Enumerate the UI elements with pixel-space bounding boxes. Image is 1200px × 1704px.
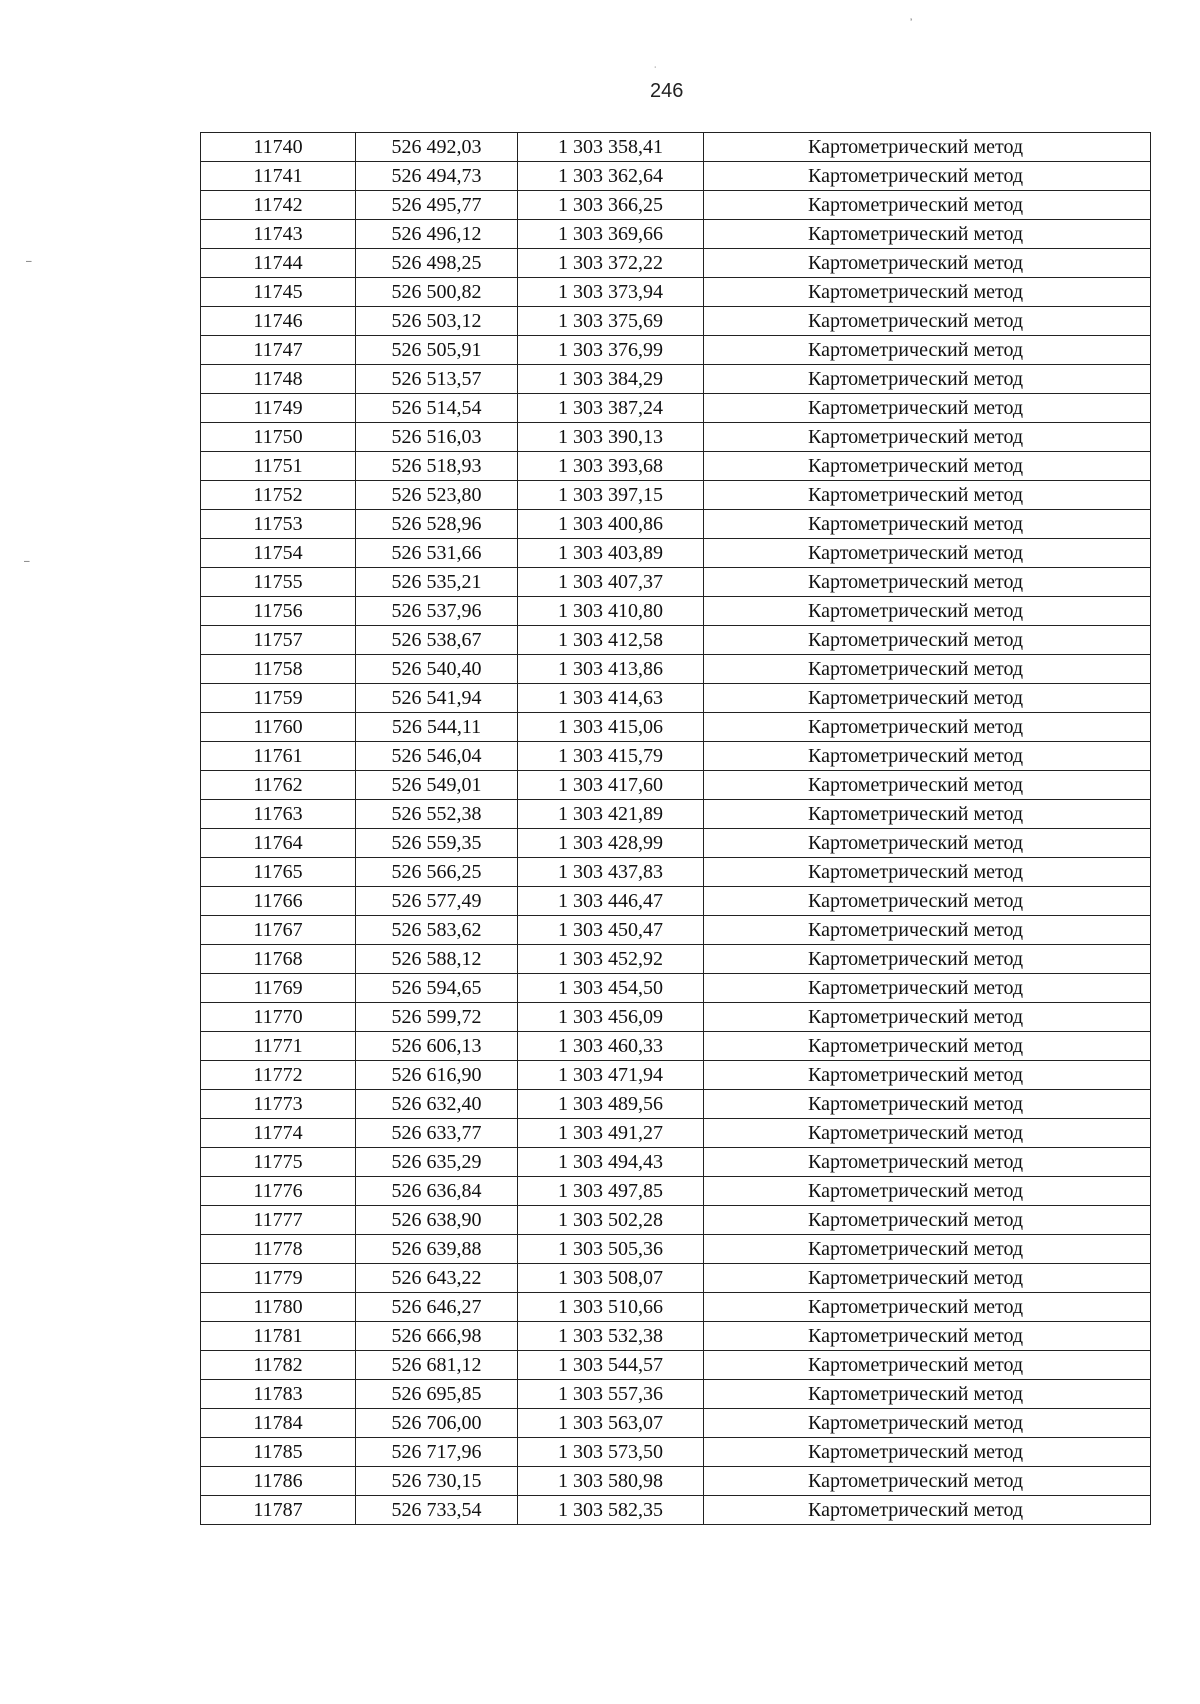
table-row: [201, 1090, 1151, 1119]
point-id-cell: 11753: [201, 510, 356, 539]
table-row: [201, 249, 1151, 278]
x-coordinate-cell: 526 681,12: [356, 1351, 518, 1380]
point-id-cell: 11781: [201, 1322, 356, 1351]
x-coordinate-cell: 526 549,01: [356, 771, 518, 800]
method-cell: Картометрический метод: [704, 858, 1151, 887]
table-row: [201, 1409, 1151, 1438]
method-cell: Картометрический метод: [704, 452, 1151, 481]
x-coordinate-cell: 526 535,21: [356, 568, 518, 597]
x-coordinate-cell: 526 498,25: [356, 249, 518, 278]
table-row: [201, 336, 1151, 365]
method-cell: Картометрический метод: [704, 1090, 1151, 1119]
x-coordinate-cell: 526 513,57: [356, 365, 518, 394]
point-id-cell: 11787: [201, 1496, 356, 1525]
table-row: [201, 1264, 1151, 1293]
table-row: [201, 1235, 1151, 1264]
y-coordinate-cell: 1 303 414,63: [518, 684, 704, 713]
x-coordinate-cell: 526 594,65: [356, 974, 518, 1003]
x-coordinate-cell: 526 639,88: [356, 1235, 518, 1264]
y-coordinate-cell: 1 303 362,64: [518, 162, 704, 191]
method-cell: Картометрический метод: [704, 829, 1151, 858]
page-number: 246: [650, 80, 684, 102]
point-id-cell: 11755: [201, 568, 356, 597]
point-id-cell: 11763: [201, 800, 356, 829]
point-id-cell: 11764: [201, 829, 356, 858]
method-cell: Картометрический метод: [704, 1409, 1151, 1438]
table-row: [201, 771, 1151, 800]
table-row: [201, 858, 1151, 887]
method-cell: Картометрический метод: [704, 249, 1151, 278]
y-coordinate-cell: 1 303 403,89: [518, 539, 704, 568]
table-row: [201, 829, 1151, 858]
point-id-cell: 11743: [201, 220, 356, 249]
y-coordinate-cell: 1 303 400,86: [518, 510, 704, 539]
table-row: [201, 365, 1151, 394]
y-coordinate-cell: 1 303 532,38: [518, 1322, 704, 1351]
method-cell: Картометрический метод: [704, 481, 1151, 510]
method-cell: Картометрический метод: [704, 133, 1151, 162]
x-coordinate-cell: 526 505,91: [356, 336, 518, 365]
x-coordinate-cell: 526 616,90: [356, 1061, 518, 1090]
table-row: [201, 423, 1151, 452]
method-cell: Картометрический метод: [704, 394, 1151, 423]
y-coordinate-cell: 1 303 407,37: [518, 568, 704, 597]
table-row: [201, 1061, 1151, 1090]
point-id-cell: 11756: [201, 597, 356, 626]
point-id-cell: 11786: [201, 1467, 356, 1496]
table-row: [201, 278, 1151, 307]
table-row: [201, 133, 1151, 162]
x-coordinate-cell: 526 523,80: [356, 481, 518, 510]
x-coordinate-cell: 526 552,38: [356, 800, 518, 829]
method-cell: Картометрический метод: [704, 771, 1151, 800]
y-coordinate-cell: 1 303 415,79: [518, 742, 704, 771]
x-coordinate-cell: 526 695,85: [356, 1380, 518, 1409]
y-coordinate-cell: 1 303 410,80: [518, 597, 704, 626]
point-id-cell: 11768: [201, 945, 356, 974]
y-coordinate-cell: 1 303 454,50: [518, 974, 704, 1003]
point-id-cell: 11762: [201, 771, 356, 800]
method-cell: Картометрический метод: [704, 742, 1151, 771]
method-cell: Картометрический метод: [704, 220, 1151, 249]
y-coordinate-cell: 1 303 450,47: [518, 916, 704, 945]
point-id-cell: 11760: [201, 713, 356, 742]
method-cell: Картометрический метод: [704, 1351, 1151, 1380]
x-coordinate-cell: 526 516,03: [356, 423, 518, 452]
method-cell: Картометрический метод: [704, 713, 1151, 742]
x-coordinate-cell: 526 518,93: [356, 452, 518, 481]
method-cell: Картометрический метод: [704, 1293, 1151, 1322]
x-coordinate-cell: 526 588,12: [356, 945, 518, 974]
table-row: [201, 974, 1151, 1003]
table-row: [201, 1467, 1151, 1496]
x-coordinate-cell: 526 492,03: [356, 133, 518, 162]
table-row: [201, 1032, 1151, 1061]
point-id-cell: 11759: [201, 684, 356, 713]
table-row: [201, 684, 1151, 713]
method-cell: Картометрический метод: [704, 1380, 1151, 1409]
y-coordinate-cell: 1 303 456,09: [518, 1003, 704, 1032]
method-cell: Картометрический метод: [704, 1148, 1151, 1177]
point-id-cell: 11766: [201, 887, 356, 916]
y-coordinate-cell: 1 303 421,89: [518, 800, 704, 829]
table-row: [201, 1148, 1151, 1177]
method-cell: Картометрический метод: [704, 1119, 1151, 1148]
method-cell: Картометрический метод: [704, 887, 1151, 916]
table-row: [201, 626, 1151, 655]
method-cell: Картометрический метод: [704, 510, 1151, 539]
y-coordinate-cell: 1 303 390,13: [518, 423, 704, 452]
coordinates-table-body: [201, 133, 1151, 1525]
y-coordinate-cell: 1 303 582,35: [518, 1496, 704, 1525]
point-id-cell: 11746: [201, 307, 356, 336]
point-id-cell: 11765: [201, 858, 356, 887]
method-cell: Картометрический метод: [704, 655, 1151, 684]
point-id-cell: 11777: [201, 1206, 356, 1235]
y-coordinate-cell: 1 303 387,24: [518, 394, 704, 423]
point-id-cell: 11744: [201, 249, 356, 278]
y-coordinate-cell: 1 303 373,94: [518, 278, 704, 307]
method-cell: Картометрический метод: [704, 307, 1151, 336]
method-cell: Картометрический метод: [704, 1467, 1151, 1496]
x-coordinate-cell: 526 646,27: [356, 1293, 518, 1322]
y-coordinate-cell: 1 303 489,56: [518, 1090, 704, 1119]
y-coordinate-cell: 1 303 471,94: [518, 1061, 704, 1090]
point-id-cell: 11758: [201, 655, 356, 684]
y-coordinate-cell: 1 303 393,68: [518, 452, 704, 481]
y-coordinate-cell: 1 303 437,83: [518, 858, 704, 887]
y-coordinate-cell: 1 303 446,47: [518, 887, 704, 916]
y-coordinate-cell: 1 303 372,22: [518, 249, 704, 278]
y-coordinate-cell: 1 303 491,27: [518, 1119, 704, 1148]
y-coordinate-cell: 1 303 508,07: [518, 1264, 704, 1293]
x-coordinate-cell: 526 514,54: [356, 394, 518, 423]
method-cell: Картометрический метод: [704, 1438, 1151, 1467]
table-row: [201, 1293, 1151, 1322]
table-row: [201, 1380, 1151, 1409]
method-cell: Картометрический метод: [704, 162, 1151, 191]
x-coordinate-cell: 526 730,15: [356, 1467, 518, 1496]
point-id-cell: 11780: [201, 1293, 356, 1322]
table-row: [201, 1496, 1151, 1525]
x-coordinate-cell: 526 706,00: [356, 1409, 518, 1438]
method-cell: Картометрический метод: [704, 1003, 1151, 1032]
scan-speck: ʼ: [910, 18, 913, 29]
x-coordinate-cell: 526 541,94: [356, 684, 518, 713]
y-coordinate-cell: 1 303 563,07: [518, 1409, 704, 1438]
point-id-cell: 11747: [201, 336, 356, 365]
method-cell: Картометрический метод: [704, 1177, 1151, 1206]
x-coordinate-cell: 526 494,73: [356, 162, 518, 191]
x-coordinate-cell: 526 733,54: [356, 1496, 518, 1525]
table-row: [201, 1322, 1151, 1351]
method-cell: Картометрический метод: [704, 191, 1151, 220]
point-id-cell: 11742: [201, 191, 356, 220]
y-coordinate-cell: 1 303 417,60: [518, 771, 704, 800]
method-cell: Картометрический метод: [704, 1235, 1151, 1264]
method-cell: Картометрический метод: [704, 1061, 1151, 1090]
table-row: [201, 713, 1151, 742]
x-coordinate-cell: 526 577,49: [356, 887, 518, 916]
x-coordinate-cell: 526 528,96: [356, 510, 518, 539]
y-coordinate-cell: 1 303 557,36: [518, 1380, 704, 1409]
point-id-cell: 11754: [201, 539, 356, 568]
point-id-cell: 11772: [201, 1061, 356, 1090]
x-coordinate-cell: 526 540,40: [356, 655, 518, 684]
point-id-cell: 11776: [201, 1177, 356, 1206]
coordinates-table: [200, 132, 1151, 1525]
y-coordinate-cell: 1 303 544,57: [518, 1351, 704, 1380]
x-coordinate-cell: 526 496,12: [356, 220, 518, 249]
table-row: [201, 568, 1151, 597]
x-coordinate-cell: 526 717,96: [356, 1438, 518, 1467]
y-coordinate-cell: 1 303 573,50: [518, 1438, 704, 1467]
y-coordinate-cell: 1 303 460,33: [518, 1032, 704, 1061]
point-id-cell: 11771: [201, 1032, 356, 1061]
table-row: [201, 307, 1151, 336]
point-id-cell: 11783: [201, 1380, 356, 1409]
table-row: [201, 481, 1151, 510]
table-row: [201, 220, 1151, 249]
x-coordinate-cell: 526 635,29: [356, 1148, 518, 1177]
point-id-cell: 11775: [201, 1148, 356, 1177]
point-id-cell: 11782: [201, 1351, 356, 1380]
x-coordinate-cell: 526 544,11: [356, 713, 518, 742]
y-coordinate-cell: 1 303 502,28: [518, 1206, 704, 1235]
table-row: [201, 452, 1151, 481]
table-row: [201, 1003, 1151, 1032]
method-cell: Картометрический метод: [704, 423, 1151, 452]
table-row: [201, 887, 1151, 916]
x-coordinate-cell: 526 666,98: [356, 1322, 518, 1351]
method-cell: Картометрический метод: [704, 1496, 1151, 1525]
y-coordinate-cell: 1 303 397,15: [518, 481, 704, 510]
y-coordinate-cell: 1 303 510,66: [518, 1293, 704, 1322]
x-coordinate-cell: 526 633,77: [356, 1119, 518, 1148]
point-id-cell: 11774: [201, 1119, 356, 1148]
x-coordinate-cell: 526 632,40: [356, 1090, 518, 1119]
table-row: [201, 655, 1151, 684]
method-cell: Картометрический метод: [704, 1264, 1151, 1293]
x-coordinate-cell: 526 566,25: [356, 858, 518, 887]
point-id-cell: 11748: [201, 365, 356, 394]
method-cell: Картометрический метод: [704, 945, 1151, 974]
method-cell: Картометрический метод: [704, 278, 1151, 307]
scan-speck: –: [26, 256, 32, 267]
x-coordinate-cell: 526 546,04: [356, 742, 518, 771]
x-coordinate-cell: 526 559,35: [356, 829, 518, 858]
method-cell: Картометрический метод: [704, 974, 1151, 1003]
point-id-cell: 11773: [201, 1090, 356, 1119]
x-coordinate-cell: 526 583,62: [356, 916, 518, 945]
y-coordinate-cell: 1 303 412,58: [518, 626, 704, 655]
x-coordinate-cell: 526 537,96: [356, 597, 518, 626]
y-coordinate-cell: 1 303 415,06: [518, 713, 704, 742]
scan-speck: ˙: [654, 66, 658, 77]
point-id-cell: 11745: [201, 278, 356, 307]
method-cell: Картометрический метод: [704, 597, 1151, 626]
x-coordinate-cell: 526 531,66: [356, 539, 518, 568]
point-id-cell: 11751: [201, 452, 356, 481]
y-coordinate-cell: 1 303 358,41: [518, 133, 704, 162]
point-id-cell: 11785: [201, 1438, 356, 1467]
point-id-cell: 11761: [201, 742, 356, 771]
y-coordinate-cell: 1 303 505,36: [518, 1235, 704, 1264]
table-row: [201, 916, 1151, 945]
table-row: [201, 394, 1151, 423]
x-coordinate-cell: 526 495,77: [356, 191, 518, 220]
y-coordinate-cell: 1 303 384,29: [518, 365, 704, 394]
x-coordinate-cell: 526 636,84: [356, 1177, 518, 1206]
table-row: [201, 1206, 1151, 1235]
x-coordinate-cell: 526 643,22: [356, 1264, 518, 1293]
y-coordinate-cell: 1 303 413,86: [518, 655, 704, 684]
method-cell: Картометрический метод: [704, 1206, 1151, 1235]
method-cell: Картометрический метод: [704, 1032, 1151, 1061]
y-coordinate-cell: 1 303 494,43: [518, 1148, 704, 1177]
y-coordinate-cell: 1 303 369,66: [518, 220, 704, 249]
method-cell: Картометрический метод: [704, 626, 1151, 655]
x-coordinate-cell: 526 606,13: [356, 1032, 518, 1061]
method-cell: Картометрический метод: [704, 336, 1151, 365]
scan-speck: –: [24, 556, 30, 567]
x-coordinate-cell: 526 538,67: [356, 626, 518, 655]
method-cell: Картометрический метод: [704, 800, 1151, 829]
x-coordinate-cell: 526 500,82: [356, 278, 518, 307]
point-id-cell: 11752: [201, 481, 356, 510]
method-cell: Картометрический метод: [704, 916, 1151, 945]
table-row: [201, 162, 1151, 191]
point-id-cell: 11749: [201, 394, 356, 423]
x-coordinate-cell: 526 599,72: [356, 1003, 518, 1032]
table-row: [201, 1351, 1151, 1380]
y-coordinate-cell: 1 303 376,99: [518, 336, 704, 365]
point-id-cell: 11740: [201, 133, 356, 162]
table-row: [201, 1119, 1151, 1148]
method-cell: Картометрический метод: [704, 568, 1151, 597]
point-id-cell: 11779: [201, 1264, 356, 1293]
method-cell: Картометрический метод: [704, 539, 1151, 568]
table-row: [201, 539, 1151, 568]
point-id-cell: 11741: [201, 162, 356, 191]
table-row: [201, 742, 1151, 771]
table-row: [201, 597, 1151, 626]
point-id-cell: 11757: [201, 626, 356, 655]
point-id-cell: 11784: [201, 1409, 356, 1438]
y-coordinate-cell: 1 303 452,92: [518, 945, 704, 974]
y-coordinate-cell: 1 303 580,98: [518, 1467, 704, 1496]
point-id-cell: 11767: [201, 916, 356, 945]
y-coordinate-cell: 1 303 428,99: [518, 829, 704, 858]
table-row: [201, 1177, 1151, 1206]
y-coordinate-cell: 1 303 366,25: [518, 191, 704, 220]
point-id-cell: 11778: [201, 1235, 356, 1264]
point-id-cell: 11750: [201, 423, 356, 452]
point-id-cell: 11770: [201, 1003, 356, 1032]
method-cell: Картометрический метод: [704, 684, 1151, 713]
table-row: [201, 1438, 1151, 1467]
table-row: [201, 510, 1151, 539]
method-cell: Картометрический метод: [704, 365, 1151, 394]
x-coordinate-cell: 526 638,90: [356, 1206, 518, 1235]
method-cell: Картометрический метод: [704, 1322, 1151, 1351]
x-coordinate-cell: 526 503,12: [356, 307, 518, 336]
table-row: [201, 945, 1151, 974]
y-coordinate-cell: 1 303 497,85: [518, 1177, 704, 1206]
y-coordinate-cell: 1 303 375,69: [518, 307, 704, 336]
table-row: [201, 800, 1151, 829]
table-row: [201, 191, 1151, 220]
point-id-cell: 11769: [201, 974, 356, 1003]
